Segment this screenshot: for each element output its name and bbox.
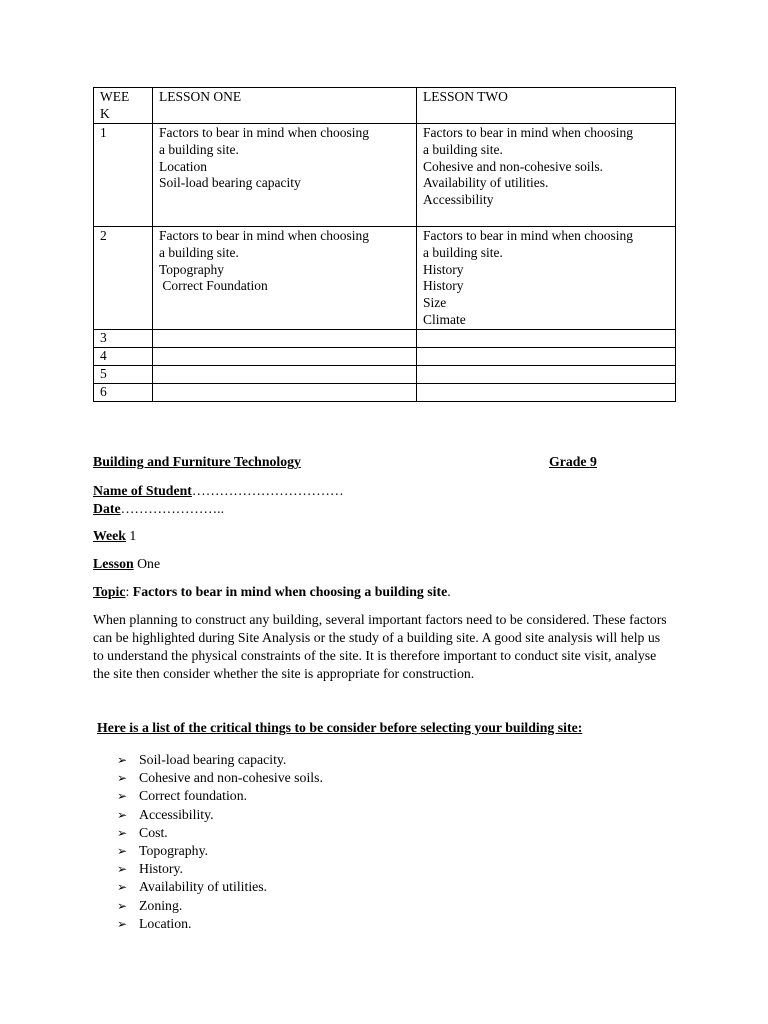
arrow-bullet-icon: ➢ [117, 789, 128, 804]
lesson-value: One [133, 556, 161, 571]
worksheet-title-row [93, 453, 673, 471]
table-row [94, 384, 676, 402]
arrow-bullet-icon: ➢ [117, 753, 128, 767]
subject-title: Building and Furniture Technology [93, 454, 301, 469]
list-item: ➢ Availability of utilities. [117, 878, 323, 896]
lesson-two-cell [417, 330, 676, 348]
week-cell: 1 [94, 124, 153, 227]
date-line [93, 500, 673, 518]
header-week: WEE K [94, 88, 153, 124]
week-value: 1 [125, 528, 137, 543]
list-item: ➢ Accessibility. [117, 806, 323, 824]
lesson-two-cell: Factors to bear in mind when choosing a building site. History History Size Climate [417, 227, 676, 330]
week-cell: 3 [94, 330, 153, 348]
arrow-bullet-icon: ➢ [117, 916, 128, 931]
list-item: ➢ History. [117, 860, 323, 878]
date-label: Date [93, 501, 121, 516]
lesson-line [93, 555, 673, 573]
header-lesson-one: LESSON ONE [153, 88, 417, 124]
week-cell: 5 [94, 366, 153, 384]
topic-value: Factors to bear in mind when choosing a building site [132, 584, 448, 599]
factors-list [117, 751, 323, 933]
topic-line [93, 583, 673, 601]
table-row [94, 348, 676, 366]
student-info [93, 482, 673, 518]
grade-label: Grade 9 [549, 454, 597, 469]
list-item: ➢ Zoning. [117, 897, 323, 915]
lesson-label: Lesson [93, 556, 134, 571]
list-item: ➢ Soil-load bearing capacity. [117, 751, 323, 769]
lesson-two-cell [417, 384, 676, 402]
list-item: ➢ Location. [117, 915, 323, 933]
header-lesson-two: LESSON TWO [417, 88, 676, 124]
lesson-one-cell: Factors to bear in mind when choosing a building site. Topography Correct Foundation [153, 227, 417, 330]
list-item: ➢ Topography. [117, 842, 323, 860]
lesson-one-cell [153, 330, 417, 348]
date-blank: ………………….. [120, 501, 225, 516]
week-label: Week [93, 528, 126, 543]
student-name-label: Name of Student [93, 483, 192, 498]
topic-end: . [447, 584, 451, 599]
lesson-one-cell: Factors to bear in mind when choosing a building site. Location Soil-load bearing capacity [153, 124, 417, 227]
lesson-one-cell [153, 348, 417, 366]
arrow-bullet-icon: ➢ [117, 825, 128, 840]
list-item: ➢ Cost. [117, 824, 323, 842]
lesson-schedule-table [93, 87, 676, 402]
intro-paragraph: When planning to construct any building, several important factors need to be considered. These factors can be highlighted during Site Analysis or the study of a building site. A good site analysis will help us to understand the physical constraints of the site. It is therefore important to conduct site visit, analyse the site then consider whether the site is appropriate for construction. [93, 612, 667, 681]
week-line [93, 527, 673, 545]
arrow-bullet-icon: ➢ [117, 844, 128, 859]
table-header-row [94, 88, 676, 124]
lesson-one-cell [153, 384, 417, 402]
lesson-two-cell [417, 348, 676, 366]
table-row [94, 366, 676, 384]
lesson-one-cell [153, 366, 417, 384]
table-row [94, 227, 676, 330]
table-row [94, 330, 676, 348]
table-row [94, 124, 676, 227]
arrow-bullet-icon: ➢ [117, 898, 128, 913]
arrow-bullet-icon: ➢ [117, 880, 128, 895]
student-name-line [93, 482, 673, 500]
lesson-two-cell: Factors to bear in mind when choosing a building site. Cohesive and non-cohesive soils. Availability of utilities. Accessibility [417, 124, 676, 227]
list-item: ➢ Correct foundation. [117, 787, 323, 805]
week-cell: 6 [94, 384, 153, 402]
arrow-bullet-icon: ➢ [117, 771, 128, 786]
week-cell: 2 [94, 227, 153, 330]
week-cell: 4 [94, 348, 153, 366]
arrow-bullet-icon: ➢ [117, 807, 128, 822]
arrow-bullet-icon: ➢ [117, 862, 128, 877]
lesson-two-cell [417, 366, 676, 384]
student-name-blank: …………………………… [191, 483, 344, 498]
topic-label: Topic [93, 584, 126, 599]
list-item: ➢ Cohesive and non-cohesive soils. [117, 769, 323, 787]
list-heading: Here is a list of the critical things to be consider before selecting your building site: [97, 720, 583, 735]
topic-separator: : [125, 584, 133, 599]
